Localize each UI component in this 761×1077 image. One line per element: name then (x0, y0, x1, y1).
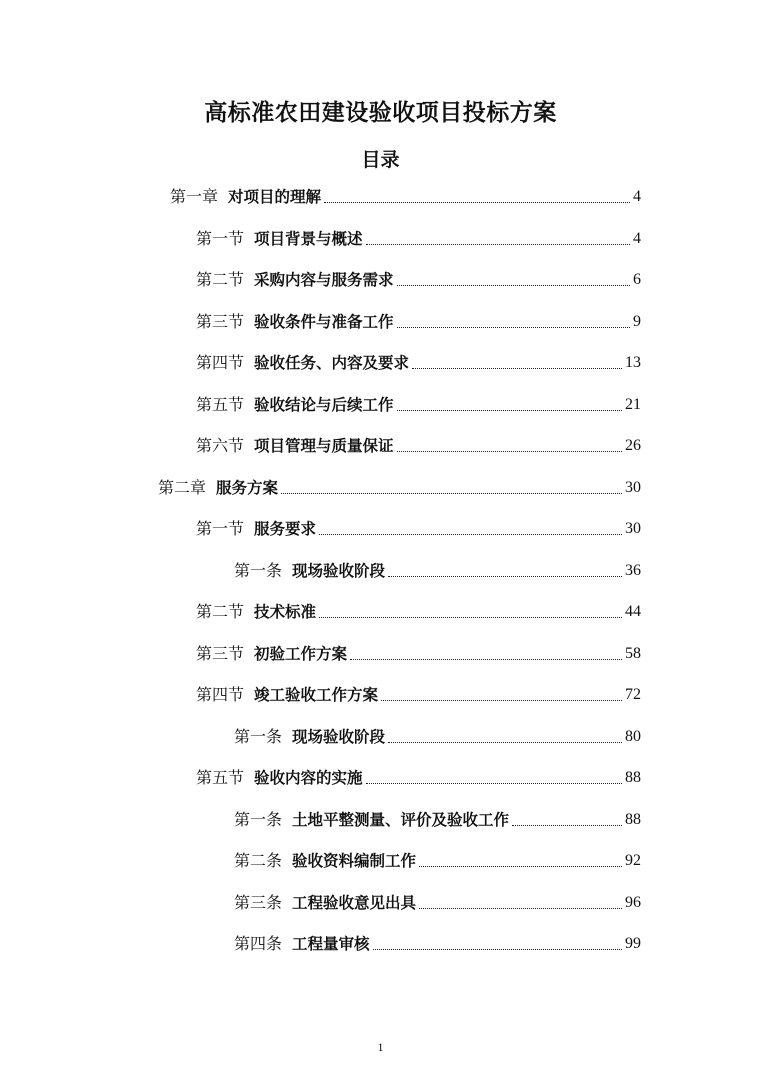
toc-text: 现场验收阶段 (292, 728, 386, 746)
toc-heading: 目录 (361, 149, 400, 171)
toc-entry-article[interactable] (234, 891, 641, 915)
toc-page-number: 21 (625, 396, 641, 413)
dot-leader (419, 866, 622, 867)
toc-page-number: 30 (625, 520, 641, 537)
toc-text: 初验工作方案 (254, 645, 348, 663)
toc-text: 服务要求 (254, 520, 317, 538)
toc-number: 第五节 (196, 395, 245, 414)
dot-leader (388, 576, 622, 577)
dot-leader (281, 493, 622, 494)
toc-page-number: 6 (633, 271, 641, 288)
dot-leader (388, 742, 622, 743)
toc-text: 服务方案 (216, 479, 279, 497)
toc-number: 第四节 (196, 685, 245, 704)
toc-page-number: 96 (625, 894, 641, 911)
dot-leader (324, 202, 630, 203)
toc-number: 第二条 (234, 851, 283, 870)
toc-page-number: 26 (625, 437, 641, 454)
toc-number: 第一条 (234, 561, 283, 580)
dot-leader (419, 908, 622, 909)
toc-number: 第一节 (196, 519, 245, 538)
toc-number: 第一节 (196, 229, 245, 248)
toc-number: 第二章 (158, 478, 207, 497)
dot-leader (412, 368, 622, 369)
toc-number: 第四条 (234, 934, 283, 953)
toc-entry-chapter[interactable] (170, 185, 641, 209)
toc-number: 第三节 (196, 312, 245, 331)
toc-page-number: 92 (625, 852, 641, 869)
toc-entry-section[interactable] (196, 351, 641, 375)
toc-text: 验收条件与准备工作 (254, 313, 394, 331)
toc-entry-section[interactable] (196, 642, 641, 666)
toc-entry-section[interactable] (196, 683, 641, 707)
toc-page-number: 80 (625, 728, 641, 745)
toc-entry-article[interactable] (234, 808, 641, 832)
dot-leader (373, 949, 622, 950)
toc-page-number: 9 (633, 313, 641, 330)
dot-leader (397, 285, 630, 286)
toc-page-number: 4 (633, 230, 641, 247)
toc-page-number: 99 (625, 935, 641, 952)
toc-number: 第四节 (196, 353, 245, 372)
toc-number: 第三节 (196, 644, 245, 663)
toc-entry-article[interactable] (234, 559, 641, 583)
toc-entry-section[interactable] (196, 393, 641, 417)
toc-text: 采购内容与服务需求 (254, 271, 394, 289)
toc-text: 验收资料编制工作 (292, 852, 417, 870)
toc-entry-article[interactable] (234, 725, 641, 749)
dot-leader (366, 244, 630, 245)
toc-number: 第一条 (234, 727, 283, 746)
toc-entry-section[interactable] (196, 268, 641, 292)
toc-number: 第一条 (234, 810, 283, 829)
toc-entry-section[interactable] (196, 517, 641, 541)
toc-page-number: 72 (625, 686, 641, 703)
dot-leader (366, 783, 622, 784)
toc-entry-section[interactable] (196, 227, 641, 251)
dot-leader (512, 825, 622, 826)
toc-entry-section[interactable] (196, 434, 641, 458)
toc-text: 验收内容的实施 (254, 769, 363, 787)
toc-text: 验收任务、内容及要求 (254, 354, 410, 372)
toc-page-number: 58 (625, 645, 641, 662)
toc-number: 第一章 (170, 187, 219, 206)
dot-leader (350, 659, 622, 660)
toc-page-number: 88 (625, 811, 641, 828)
toc-text: 工程量审核 (292, 935, 370, 953)
toc-page-number: 44 (625, 603, 641, 620)
toc-page-number: 88 (625, 769, 641, 786)
toc-text: 竣工验收工作方案 (254, 686, 379, 704)
dot-leader (397, 410, 622, 411)
toc-entry-section[interactable] (196, 600, 641, 624)
toc-number: 第五节 (196, 768, 245, 787)
toc-text: 对项目的理解 (228, 188, 322, 206)
toc-entry-chapter[interactable] (158, 476, 641, 500)
toc-page-number: 30 (625, 479, 641, 496)
dot-leader (319, 534, 622, 535)
page-number: 1 (377, 1040, 384, 1054)
toc-page-number: 36 (625, 562, 641, 579)
toc-number: 第三条 (234, 893, 283, 912)
toc-text: 项目背景与概述 (254, 230, 363, 248)
toc-text: 项目管理与质量保证 (254, 437, 394, 455)
toc-page-number: 4 (633, 188, 641, 205)
toc-text: 土地平整测量、评价及验收工作 (292, 811, 510, 829)
dot-leader (397, 327, 630, 328)
toc-entry-article[interactable] (234, 932, 641, 956)
toc-page-number: 13 (625, 354, 641, 371)
toc-text: 工程验收意见出具 (292, 894, 417, 912)
toc-text: 技术标准 (254, 603, 317, 621)
toc-text: 现场验收阶段 (292, 562, 386, 580)
toc-entry-article[interactable] (234, 849, 641, 873)
toc-entry-section[interactable] (196, 766, 641, 790)
toc-number: 第六节 (196, 436, 245, 455)
toc-number: 第二节 (196, 270, 245, 289)
toc-entry-section[interactable] (196, 310, 641, 334)
dot-leader (381, 700, 622, 701)
document-title: 高标准农田建设验收项目投标方案 (204, 100, 557, 126)
dot-leader (319, 617, 622, 618)
dot-leader (397, 451, 622, 452)
toc-number: 第二节 (196, 602, 245, 621)
toc-text: 验收结论与后续工作 (254, 396, 394, 414)
